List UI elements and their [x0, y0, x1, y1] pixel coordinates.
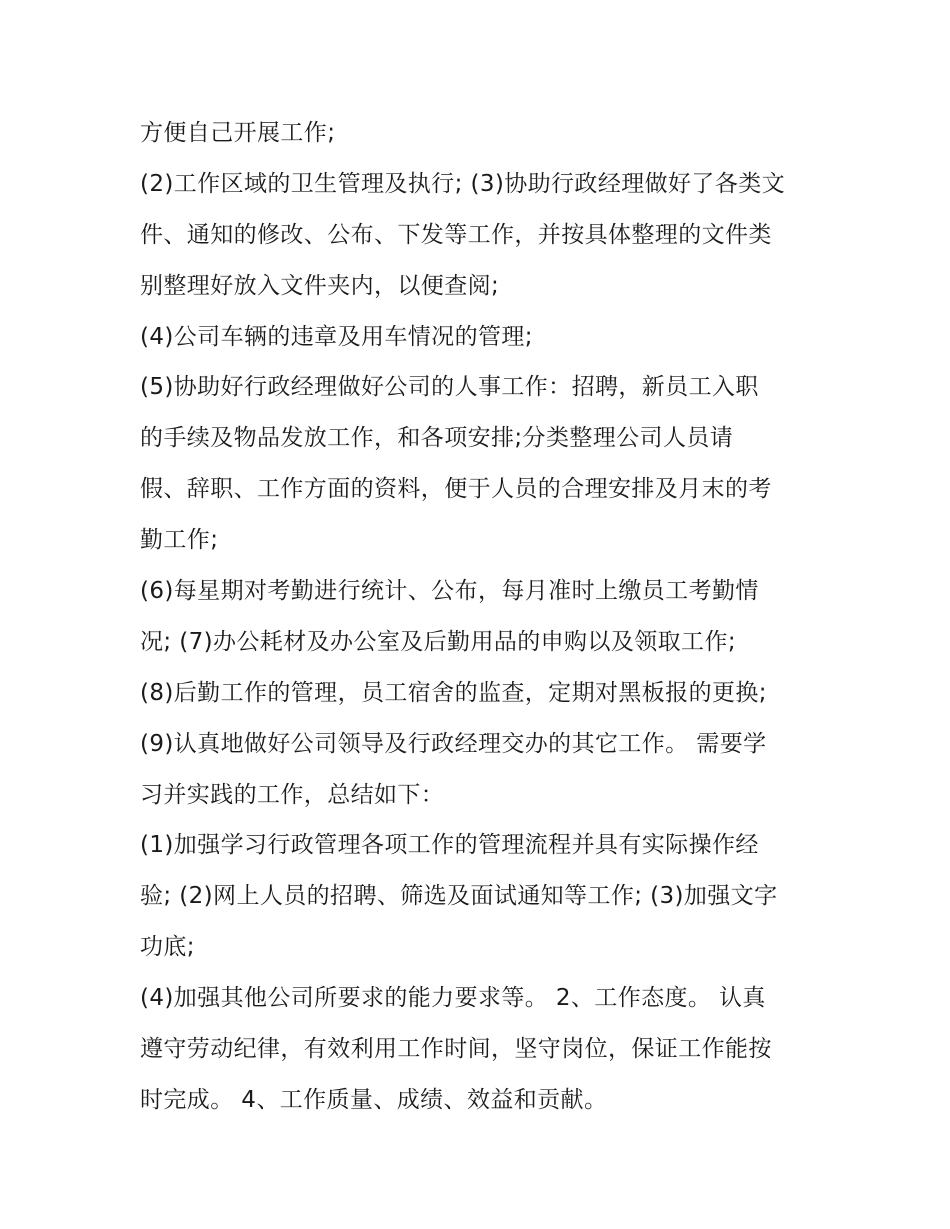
text-line: (1)加强学习行政管理各项工作的管理流程并具有实际操作经 [140, 832, 759, 859]
text-line: 遵守劳动纪律，有效利用工作时间，坚守岗位，保证工作能按 [140, 1036, 772, 1063]
text-line: 假、辞职、工作方面的资料，便于人员的合理安排及月末的考 [140, 476, 772, 503]
text-line: 方便自己开展工作; [140, 120, 336, 146]
text-line: 功底; [140, 934, 195, 961]
text-line: 习并实践的工作，总结如下： [140, 781, 445, 808]
text-line: 况; (7)办公耗材及办公室及后勤用品的申购以及领取工作; [140, 628, 736, 655]
text-line: 别整理好放入文件夹内，以便查阅; [140, 272, 500, 299]
text-line: 勤工作; [140, 527, 219, 554]
text-line: 验; (2)网上人员的招聘、筛选及面试通知等工作; (3)加强文字 [140, 883, 778, 910]
text-line: (2)工作区域的卫生管理及执行; (3)协助行政经理做好了各类文 [140, 170, 786, 197]
text-line: 的手续及物品发放工作，和各项安排;分类整理公司人员请 [140, 425, 734, 452]
text-line: (4)公司车辆的违章及用车情况的管理; [140, 323, 533, 350]
text-line: (5)协助好行政经理做好公司的人事工作：招聘，新员工入职 [140, 374, 759, 401]
text-line: 件、通知的修改、公布、下发等工作，并按具体整理的文件类 [140, 221, 772, 248]
text-line: 时完成。 4、工作质量、成绩、效益和贡献。 [140, 1086, 608, 1113]
document-body [140, 108, 820, 1126]
text-line: (6)每星期对考勤进行统计、公布，每月准时上缴员工考勤情 [140, 578, 759, 605]
text-line: (8)后勤工作的管理，员工宿舍的监查，定期对黑板报的更换; [140, 679, 767, 706]
text-line: (9)认真地做好公司领导及行政经理交办的其它工作。 需要学 [140, 730, 767, 757]
text-line: (4)加强其他公司所要求的能力要求等。 2、工作态度。 认真 [140, 985, 766, 1012]
